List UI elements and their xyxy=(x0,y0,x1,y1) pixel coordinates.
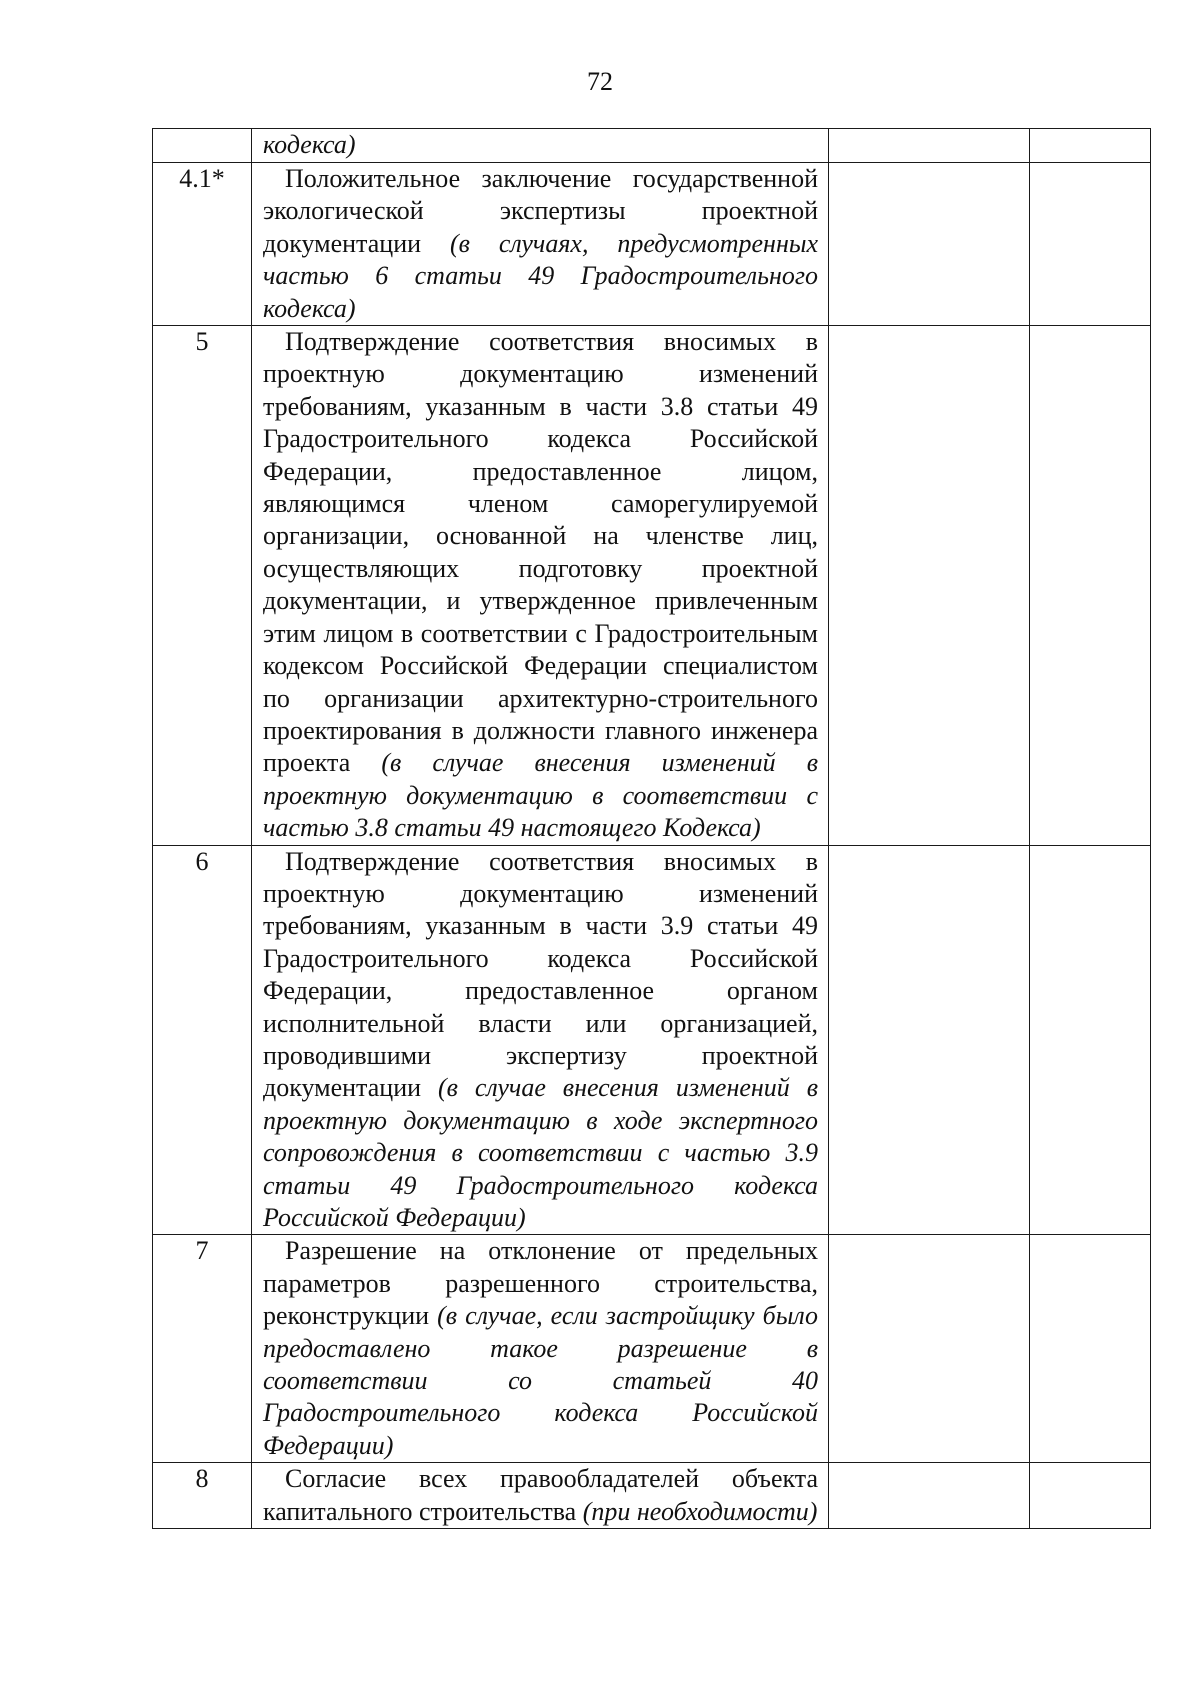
empty-cell xyxy=(1030,163,1151,326)
table-row xyxy=(153,129,1151,163)
table-row xyxy=(153,845,1151,1235)
row-text: Согласие всех правообладателей объекта капитального строительства xyxy=(263,1464,818,1526)
row-note: (в случаях, предусмотренных частью 6 статьи 49 Градостроительного кодекса) xyxy=(263,228,819,323)
empty-cell xyxy=(829,845,1030,1235)
table-row xyxy=(153,1463,1151,1529)
table-row xyxy=(153,1235,1151,1463)
document-table xyxy=(152,128,1151,1529)
empty-cell xyxy=(1030,845,1151,1235)
empty-cell xyxy=(829,1235,1030,1463)
row-note: кодекса) xyxy=(263,130,356,159)
row-number: 6 xyxy=(153,845,252,1235)
empty-cell xyxy=(1030,129,1151,163)
row-description xyxy=(252,1463,829,1529)
row-note: (в случае внесения изменений в проектную документацию в ходе экспертного сопровождения в соответствии с частью 3.9 статьи 49 Градостроительного кодекса Российской Федерации) xyxy=(263,1073,818,1232)
row-text: Разрешение на отклонение от предельных параметров разрешенного строительства, реконструкции xyxy=(263,1236,818,1331)
empty-cell xyxy=(1030,1235,1151,1463)
row-text: Положительное заключение государственной экологической экспертизы проектной документации xyxy=(263,164,818,258)
empty-cell xyxy=(829,326,1030,846)
row-text: Подтверждение соответствия вносимых в проектную документацию изменений требованиям, указанным в части 3.9 статьи 49 Градостроительного кодекса Российской Федерации, предоставленное органом исполнительной власти или организацией, проводившими экспертизу проектной документации xyxy=(263,846,818,1103)
row-number xyxy=(153,129,252,163)
row-description xyxy=(252,326,829,846)
empty-cell xyxy=(829,1463,1030,1529)
row-number: 4.1* xyxy=(153,163,252,326)
table-row xyxy=(153,163,1151,326)
empty-cell xyxy=(829,129,1030,163)
row-description xyxy=(252,129,829,163)
row-description xyxy=(252,845,829,1235)
row-number: 5 xyxy=(153,326,252,846)
empty-cell xyxy=(829,163,1030,326)
empty-cell xyxy=(1030,1463,1151,1529)
empty-cell xyxy=(1030,326,1151,846)
row-note: (в случае, если застройщику было предоставлено такое разрешение в соответствии со статьей 40 Градостроительного кодекса Российской Федерации) xyxy=(263,1301,818,1460)
row-description xyxy=(252,163,829,326)
row-note: (при необходимости) xyxy=(582,1496,818,1526)
page-number: 72 xyxy=(587,67,613,96)
table-row xyxy=(153,326,1151,846)
row-description xyxy=(252,1235,829,1463)
row-note: (в случае внесения изменений в проектную документацию в соответствии с частью 3.8 статьи 49 настоящего Кодекса) xyxy=(263,748,818,843)
row-text: Подтверждение соответствия вносимых в проектную документацию изменений требованиям, указанным в части 3.8 статьи 49 Градостроительного кодекса Российской Федерации, предоставленное лицом, являющимся членом саморегулируемой организации, основанной на членстве лиц, осуществляющих подготовку проектной документации, и утвержденное привлеченным этим лицом в соответствии с Градостроительным кодексом Российской Федерации специалистом по организации архитектурно-строительного проектирования в должности главного инженера проекта xyxy=(263,327,818,778)
row-number: 8 xyxy=(153,1463,252,1529)
row-number: 7 xyxy=(153,1235,252,1463)
